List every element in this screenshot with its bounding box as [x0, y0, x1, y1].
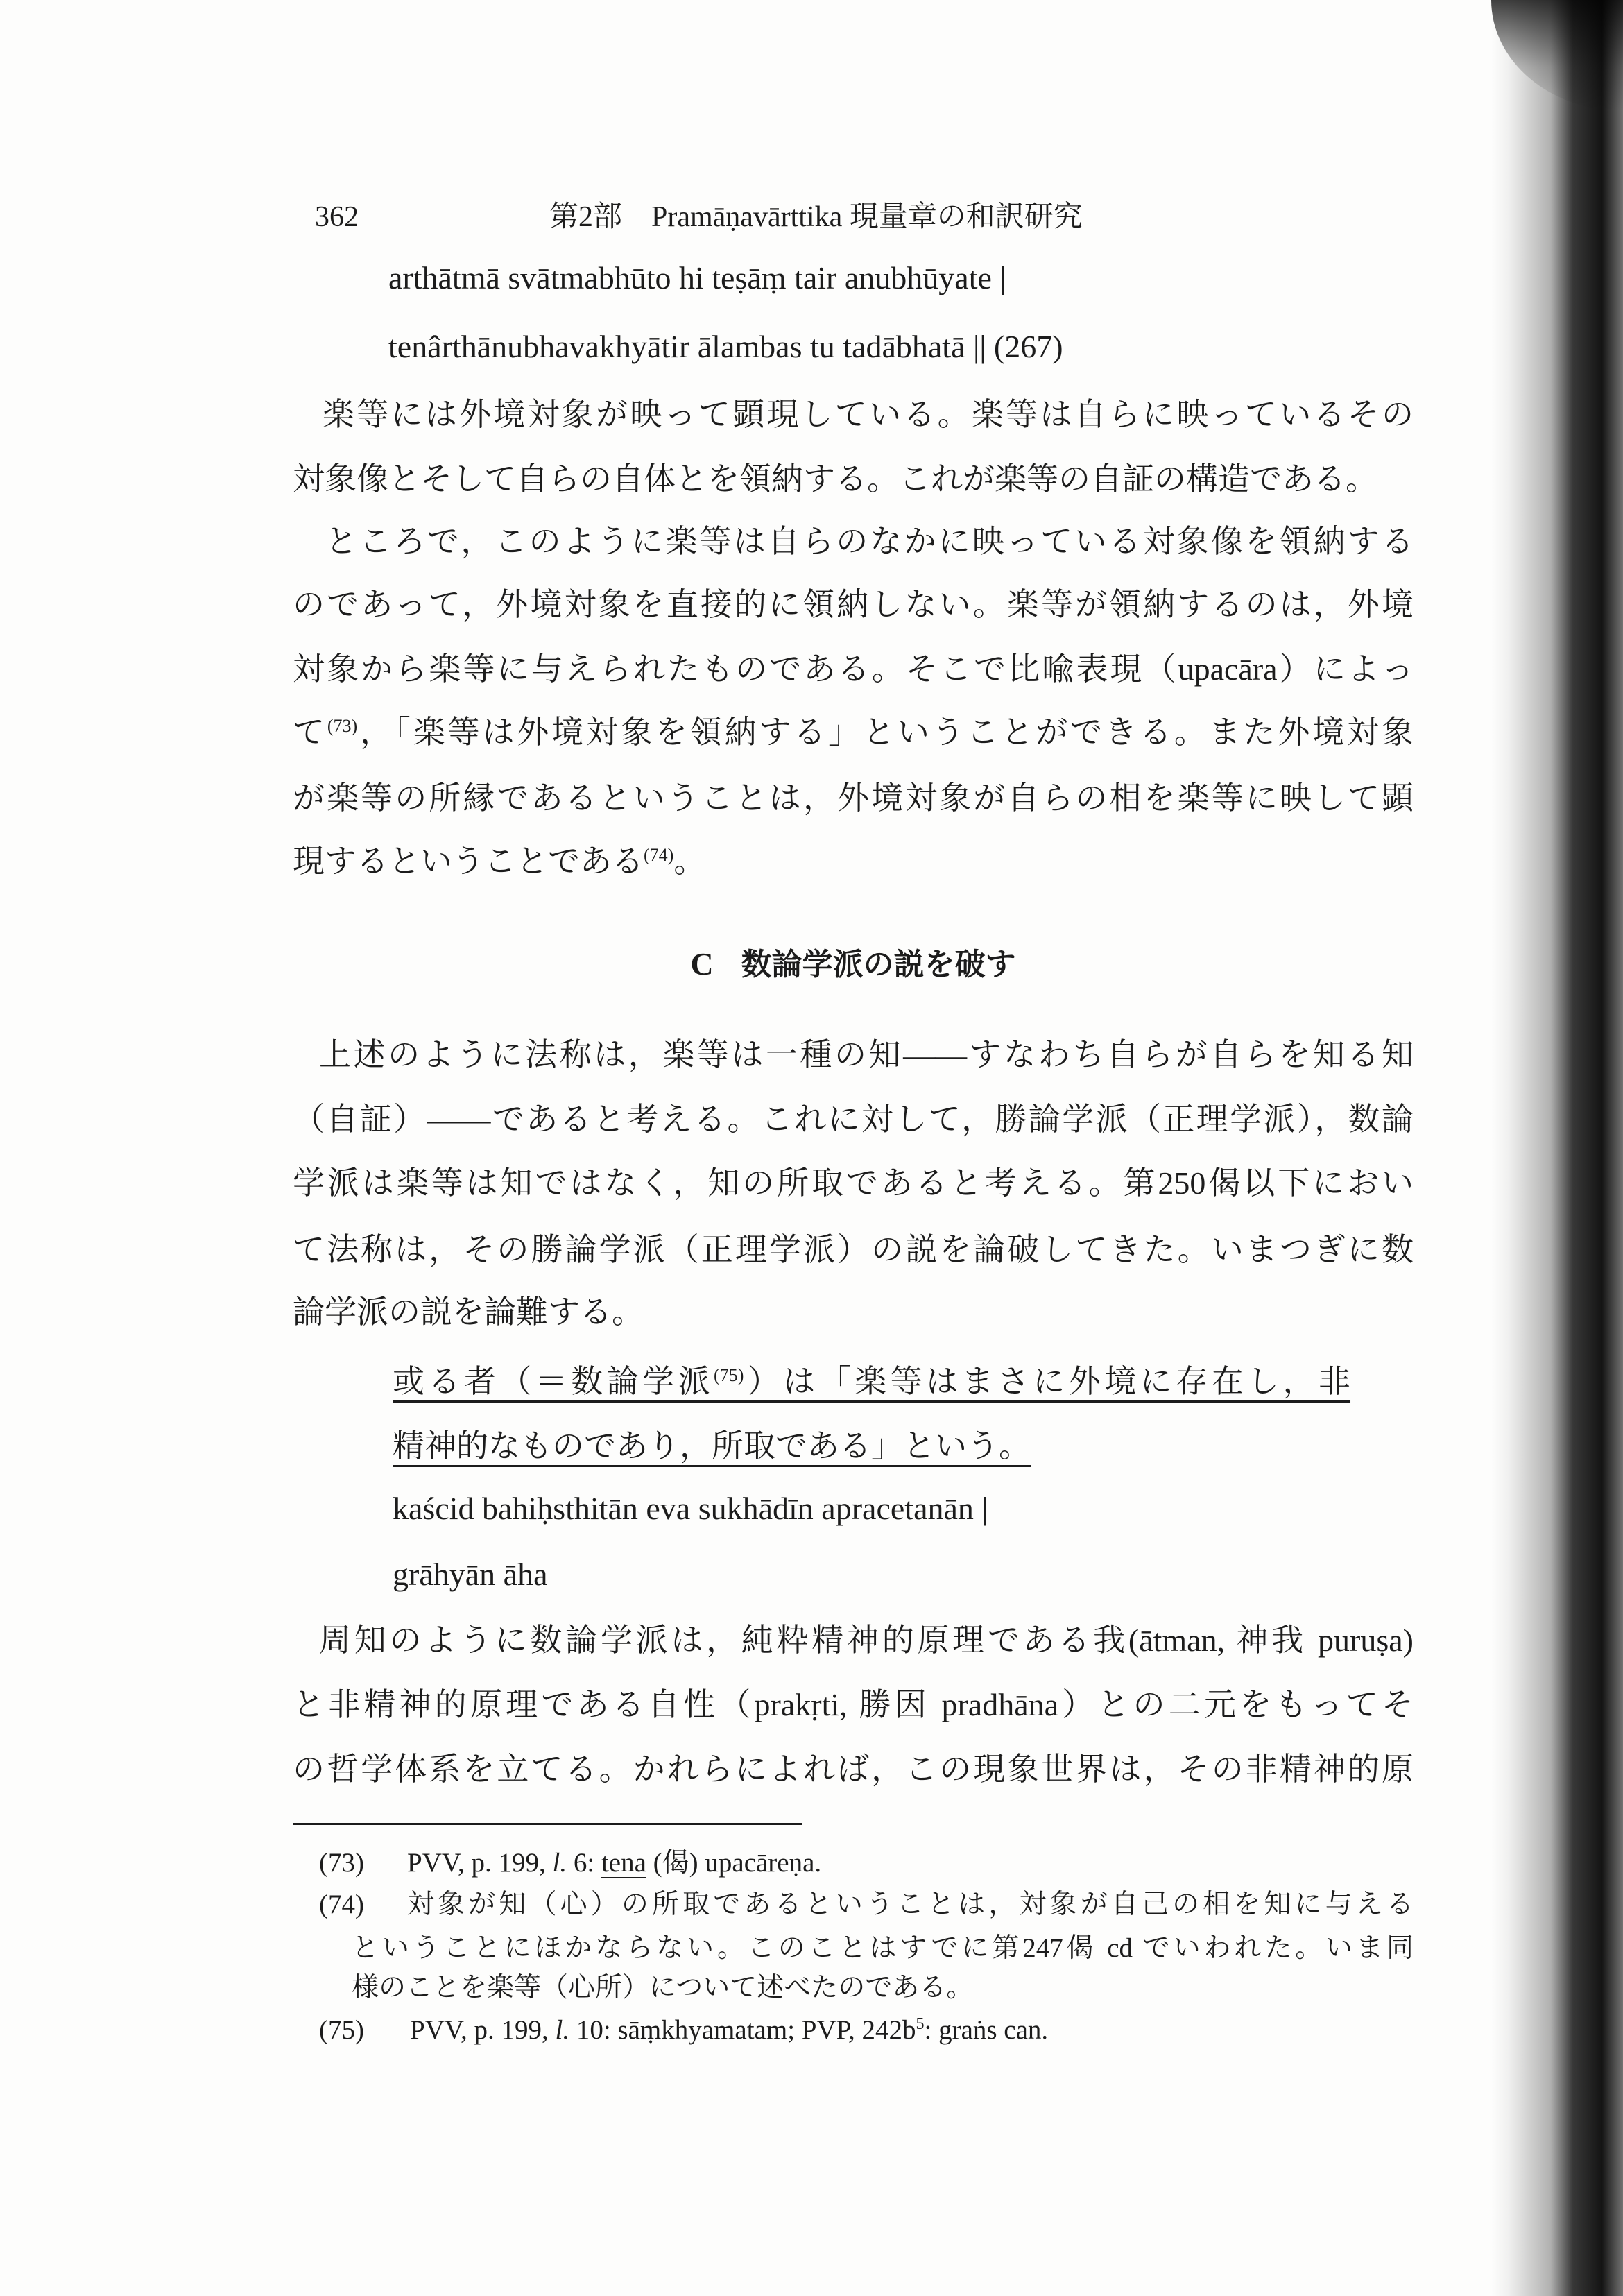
- para2-line-4: [293, 705, 1414, 760]
- para2-line-2: のであって，外境対象を直接的に領納しない。楽等が領納するのは，外境: [293, 587, 1414, 622]
- footnote-ref-74: (74): [644, 845, 674, 865]
- para1-line-1: 楽等には外境対象が映って顕現している。楽等は自らに映っているその: [323, 397, 1414, 432]
- footnote-75-number: (75): [319, 2015, 364, 2045]
- footnote-73-number: (73): [319, 1848, 364, 1878]
- para3-line-1: 上述のように法称は，楽等は一種の知――すなわち自らが自らを知る知: [319, 1037, 1414, 1072]
- section-label: C: [690, 946, 714, 982]
- para2-line-5: が楽等の所縁であるということは，外境対象が自らの相を楽等に映して顕: [293, 780, 1414, 816]
- para3-line-5: 論学派の説を論難する。: [293, 1294, 644, 1330]
- para2-line-1: ところで，このように楽等は自らのなかに映っている対象像を領納する: [325, 524, 1414, 559]
- footnote-73-text-a: PVV, p. 199,: [407, 1848, 553, 1878]
- para2-line-6-text-b: 。: [673, 843, 706, 879]
- section-title: 数論学派の説を破す: [741, 947, 1016, 982]
- footnote-ref-75: (75): [714, 1365, 744, 1385]
- page-number: 362: [315, 201, 359, 233]
- para4-line-3: の哲学体系を立てる。かれらによれば，この現象世界は，その非精神的原: [293, 1751, 1414, 1787]
- para3-line-2: （自証）――であると考える。これに対して，勝論学派（正理学派），数論: [293, 1102, 1414, 1137]
- running-head: 第2部 Pramāṇavārttika 現量章の和訳研究: [549, 201, 1083, 233]
- footnote-73-line-abbrev: l.: [552, 1848, 567, 1878]
- sanskrit-line-2: grāhyān āha: [393, 1557, 548, 1592]
- footnote-ref-73: (73): [327, 716, 358, 736]
- translation-line-2-text: 精神的なものであり，所取である」という。: [393, 1428, 1031, 1464]
- section-heading: [293, 936, 1414, 992]
- footnote-75-line-abbrev: l.: [555, 2015, 570, 2045]
- footnote-75-text: [410, 2010, 1048, 2051]
- footnote-74-line-2: ということにほかならない。このことはすでに第247偈 cd でいわれた。いま同: [352, 1933, 1414, 1963]
- footnote-74-line-1: 対象が知（心）の所取であるということは，対象が自己の相を知に与える: [407, 1890, 1414, 1919]
- footnote-rule: [293, 1823, 802, 1825]
- footnote-73-underlined-word: tena: [601, 1848, 646, 1878]
- translation-line-1: [393, 1354, 1350, 1410]
- para1-line-2: 対象像とそして自らの自体とを領納する。これが楽等の自証の構造である。: [293, 461, 1377, 497]
- verse-267-line-2: tenârthānubhavakhyātir ālambas tu tadābhatā || (267): [388, 329, 1063, 364]
- footnote-74-number: (74): [319, 1890, 364, 1919]
- para2-line-4-text-a: て: [293, 714, 327, 750]
- para3-line-3: 学派は楽等は知ではなく，知の所取であると考える。第250偈以下におい: [293, 1165, 1414, 1201]
- para2-line-6-text-a: 現するということである: [293, 843, 644, 879]
- translation-line-2: [393, 1419, 1031, 1474]
- para2-line-3: 対象から楽等に与えられたものである。そこで比喩表現（upacāra）によっ: [293, 651, 1414, 687]
- footnote-73-text: [407, 1842, 821, 1884]
- verse-267-line-1: arthātmā svātmabhūto hi teṣāṃ tair anubhūyate |: [388, 260, 1006, 295]
- footnote-73-text-b: 6:: [567, 1848, 601, 1878]
- para4-line-2: と非精神的原理である自性（prakṛti, 勝因 pradhāna）との二元をもってそ: [293, 1687, 1414, 1722]
- para2-line-4-text-b: ，「楽等は外境対象を領納する」ということができる。また外境対象: [357, 714, 1414, 750]
- footnote-75-text-b: 10: sāṃkhyamatam; PVP, 242b: [569, 2015, 916, 2045]
- para2-line-6: [293, 834, 1414, 889]
- sanskrit-line-1: kaścid bahiḥsthitān eva sukhādīn apracetanān |: [393, 1491, 988, 1526]
- para3-line-4: て法称は，その勝論学派（正理学派）の説を論破してきた。いまつぎに数: [293, 1232, 1414, 1267]
- footnote-75-text-a: PVV, p. 199,: [410, 2015, 556, 2045]
- footnote-74-line-3: 様のことを楽等（心所）について述べたのである。: [352, 1973, 974, 2003]
- translation-line-1-text-b: ）は「楽等はまさに外境に存在し，非: [744, 1364, 1351, 1399]
- translation-line-1-text-a: 或る者（＝数論学派: [393, 1364, 714, 1399]
- binding-shadow: [1491, 0, 1623, 2296]
- footnote-73-text-c: (偈) upacāreṇa.: [646, 1848, 822, 1878]
- footnote-75-text-c: : graṅs can.: [924, 2015, 1049, 2045]
- footnote-75-superscript: 5: [916, 2015, 925, 2033]
- para4-line-1: 周知のように数論学派は，純粋精神的原理である我(ātman, 神我 puruṣa): [319, 1622, 1414, 1658]
